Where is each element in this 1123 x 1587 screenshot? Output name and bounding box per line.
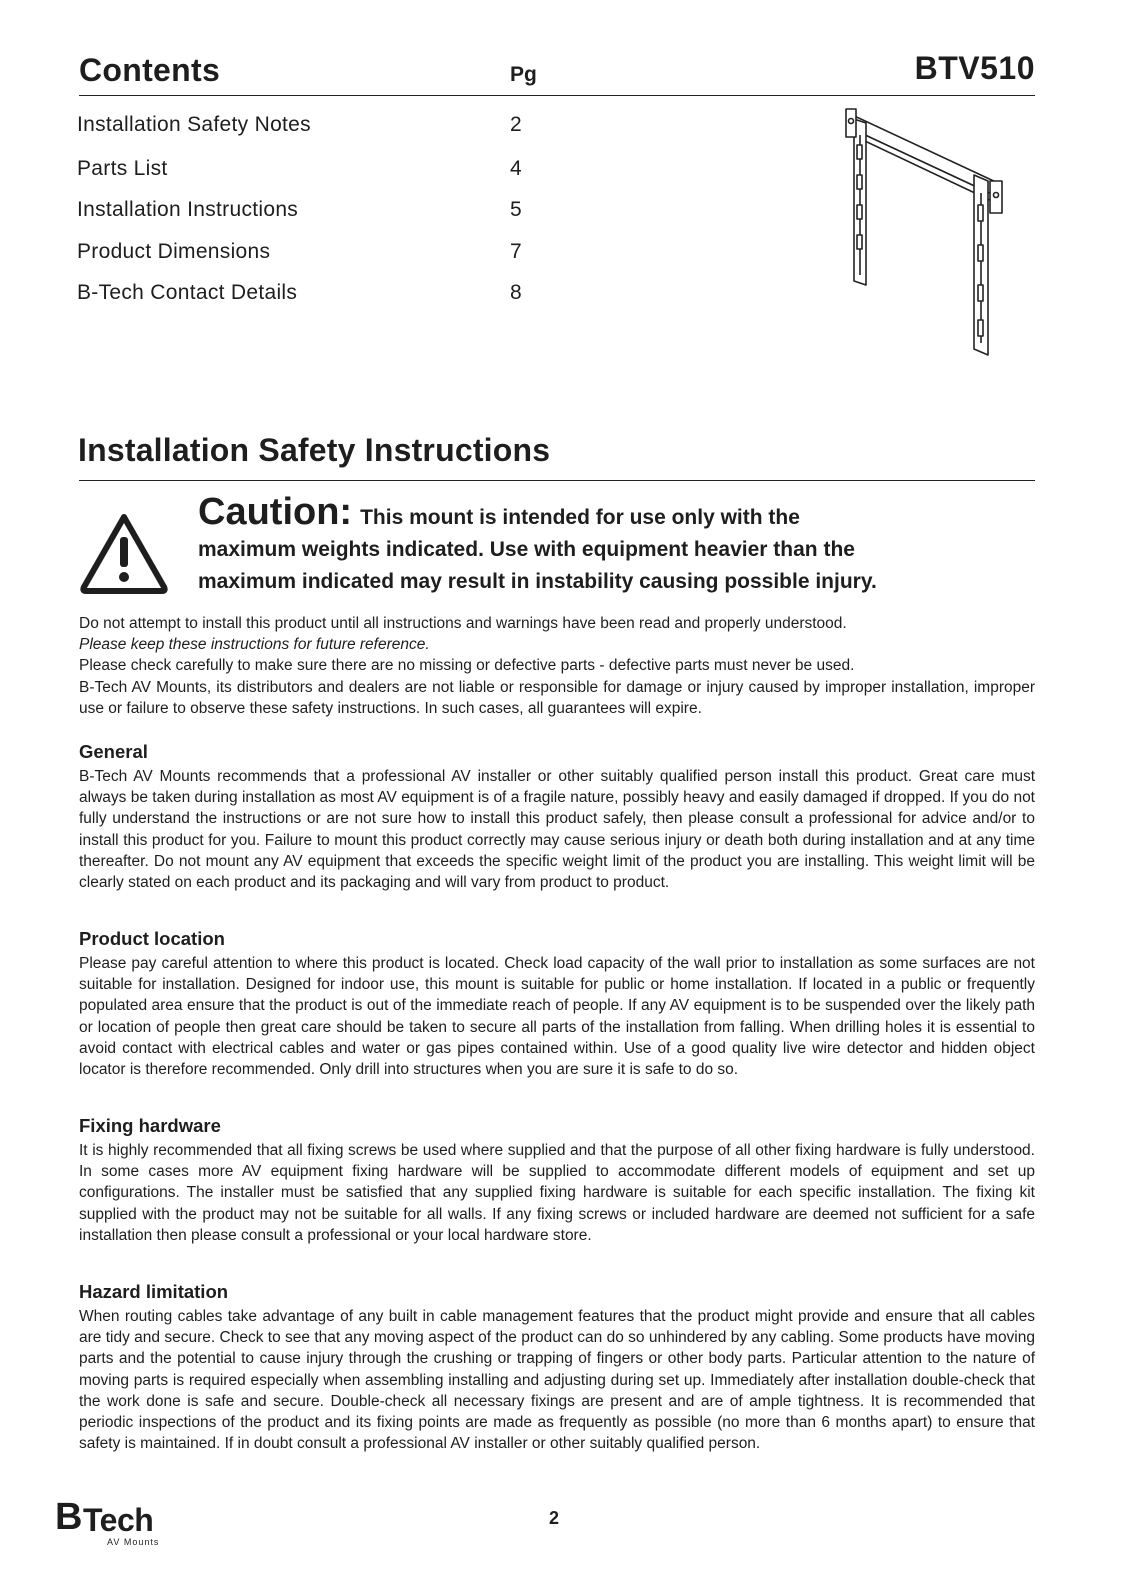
safety-divider (79, 480, 1035, 481)
section-text: Please pay careful attention to where this product is located. Check load capacity of the wall prior to installation as some surfaces are not suitable for installation. Designed for indoor use, this mount is suitable for public or home installation. If located in a public or frequently populated area ensure that the product is out of the immediate reach of people. If any AV equipment is to be suspended over the likely path or location of people then great care should be taken to secure all parts of the installation from falling. When drilling holes it is essential to avoid contact with electrical cables and water or gas pipes contained within. Use of a good quality live wire detector and hidden object locator is therefore recommended. Only drill into structures when you are sure it is safe to do so. (79, 955, 1035, 1079)
section-body-fixing-hardware (79, 1140, 1035, 1246)
section-heading-hazard-limitation: Hazard limitation (79, 1281, 229, 1302)
header-divider (79, 95, 1035, 96)
caution-statement (198, 491, 1038, 598)
model-number: BTV510 (914, 50, 1035, 86)
intro-paragraph: Do not attempt to install this product until all instructions and warnings have been read and properly understood. (79, 615, 847, 632)
section-heading-general: General (79, 741, 148, 762)
toc-item-page: 4 (510, 157, 522, 180)
intro-paragraph: Please keep these instructions for future reference. (79, 636, 430, 654)
toc-item-page: 8 (510, 281, 522, 304)
toc-item-label: Product Dimensions (77, 240, 271, 263)
safety-intro (79, 613, 1035, 719)
intro-paragraph: B-Tech AV Mounts, its distributors and dealers are not liable or responsible for damage or injury caused by improper installation, improper use or failure to observe these safety instructions. In such cases, all guarantees will expire. (79, 678, 1035, 717)
section-body-hazard-limitation (79, 1306, 1035, 1454)
section-heading-product-location: Product location (79, 928, 225, 949)
safety-title: Installation Safety Instructions (78, 432, 551, 468)
logo-subtitle: AV Mounts (107, 1537, 160, 1547)
btech-logo (55, 1496, 175, 1550)
toc-item-label: Parts List (77, 157, 168, 180)
caution-line: This mount is intended for use only with the (360, 506, 800, 529)
warning-triangle-icon (78, 511, 170, 595)
toc-item-page: 7 (510, 240, 522, 263)
toc-item-label: B-Tech Contact Details (77, 281, 298, 304)
section-body-product-location (79, 953, 1035, 1080)
toc-item-label: Installation Instructions (77, 198, 299, 221)
toc-item-page: 5 (510, 198, 522, 221)
page-column-label: Pg (510, 63, 537, 86)
toc-item-page: 2 (510, 113, 522, 136)
toc-item-label: Installation Safety Notes (77, 113, 311, 136)
logo-tech: Tech (83, 1502, 154, 1538)
section-text: It is highly recommended that all fixing screws be used where supplied and that the purpose of all other fixing hardware is fully understood. In some cases more AV equipment fixing hardware will be supplied to accommodate different models of equipment and set up configurations. The installer must be satisfied that any supplied fixing hardware is suitable for each specific installation. The fixing kit supplied with the product may not be suitable for all walls. If any fixing screws or included hardware are deemed not sufficient for a safe installation then please consult a professional or your local hardware store. (79, 1142, 1035, 1244)
page-number: 2 (549, 1508, 560, 1528)
tv-wall-mount-bracket-illustration (840, 105, 1015, 360)
section-body-general (79, 766, 1035, 893)
section-heading-fixing-hardware: Fixing hardware (79, 1115, 221, 1136)
caution-line: maximum indicated may result in instability causing possible injury. (198, 570, 877, 593)
section-text: B-Tech AV Mounts recommends that a professional AV installer or other suitably qualified person install this product. Great care must always be taken during installation as most AV equipment is of a fragile nature, possibly heavy and easily damaged if dropped. If you do not fully understand the instructions or are not sure how to install this product safely, then please consult a professional for advice and/or to install this product for you. Failure to mount this product correctly may cause serious injury or death both during installation and at any time thereafter. Do not mount any AV equipment that exceeds the specific weight limit of the product you are installing. This weight limit will be clearly stated on each product and its packaging and will vary from product to product. (79, 768, 1035, 892)
intro-paragraph: Please check carefully to make sure there are no missing or defective parts - defective parts must never be used. (79, 657, 855, 675)
section-text: When routing cables take advantage of any built in cable management features that the product might provide and ensure that all cables are tidy and secure. Check to see that any moving aspect of the product can do so unhindered by any cabling. Some products have moving parts and the potential to cause injury through the crushing or trapping of fingers or other body parts. Particular attention to the nature of moving parts is required especially when assembling installing and adjusting during set up. Immediately after installation double-check that the work done is safe and secure. Double-check all necessary fixings are present and are of ample tightness. It is recommended that periodic inspections of the product and its fixing points are made as frequently as possible (no more than 6 months apart) to ensure that safety is maintained. If in doubt consult a professional AV installer or other suitably qualified person. (79, 1308, 1035, 1453)
caution-word: Caution: (198, 491, 353, 533)
caution-line: maximum weights indicated. Use with equipment heavier than the (198, 538, 855, 561)
contents-title: Contents (79, 52, 221, 88)
logo-b: B (55, 1496, 82, 1538)
